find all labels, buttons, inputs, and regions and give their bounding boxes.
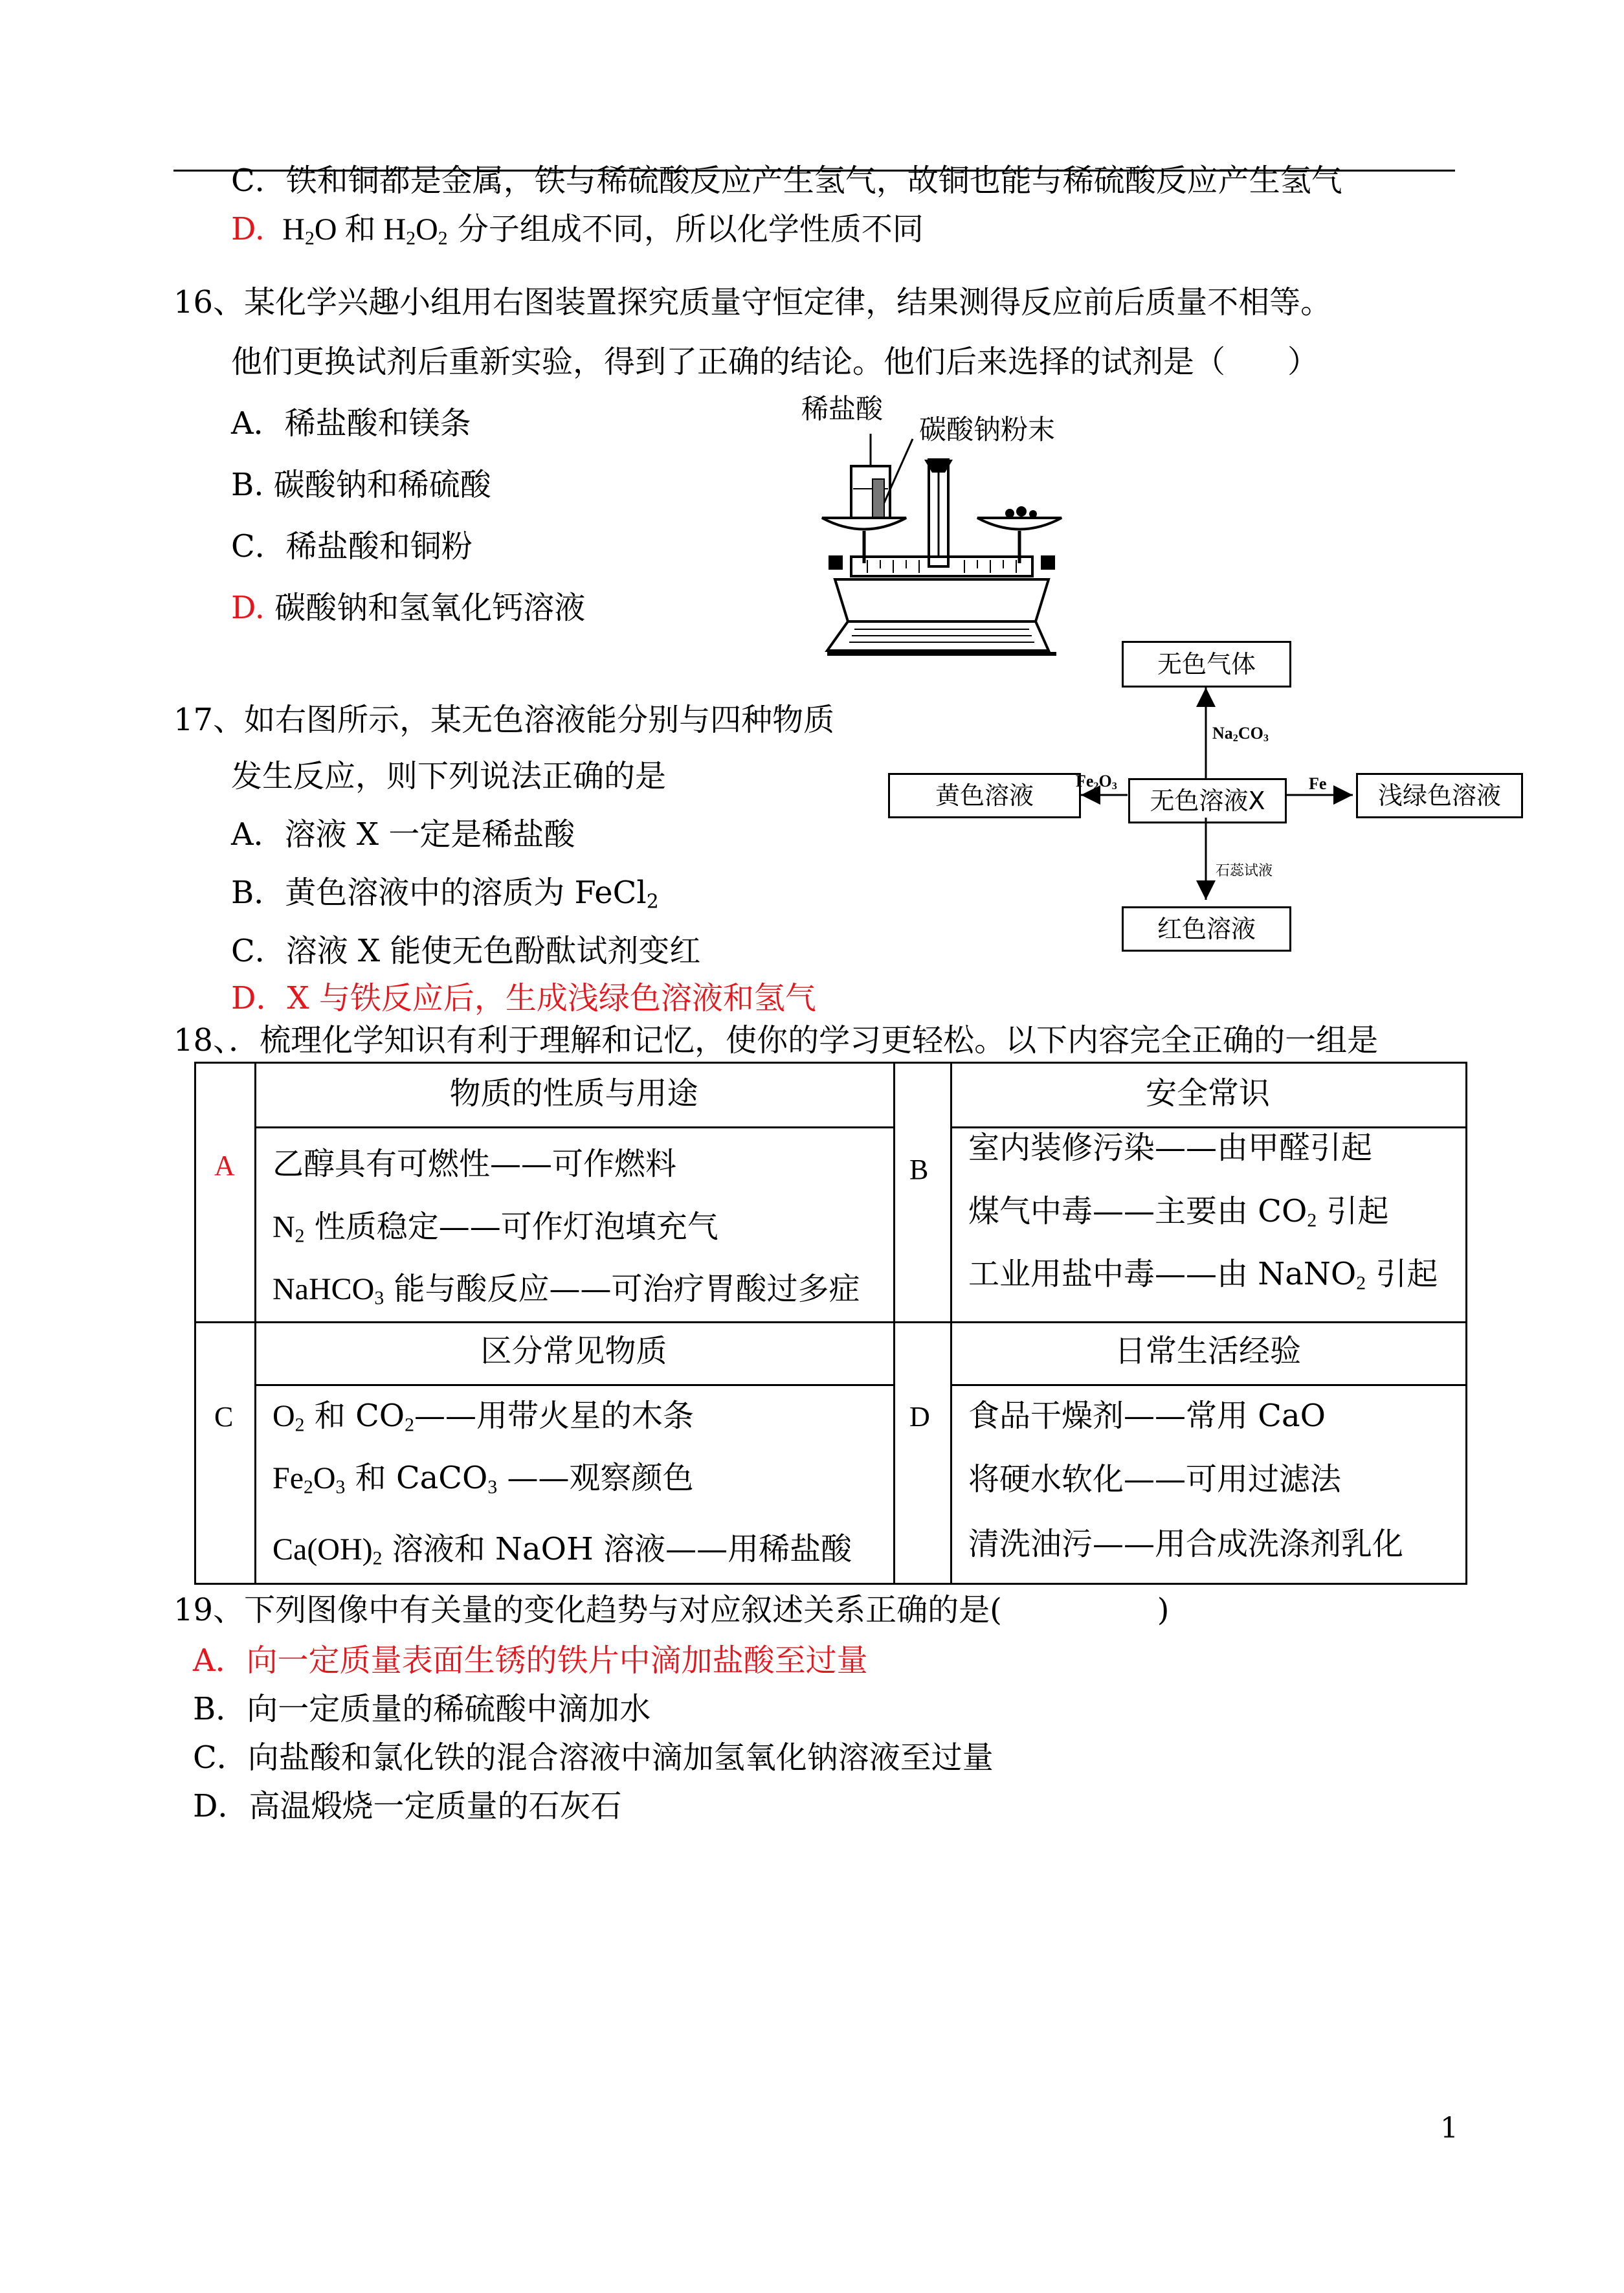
table-hline-c <box>254 1384 893 1386</box>
q19-option-c: C．向盐酸和氯化铁的混合溶液中滴加氢氧化钠溶液至过量 <box>193 1739 994 1776</box>
q18-a-line3: NaHCO$_3$ 能与酸反应——可治疗胃酸过多症 <box>273 1271 860 1309</box>
q16-option-a: A．稀盐酸和镁条 <box>231 405 471 442</box>
diagram-box-center: 无色溶液X <box>1128 778 1287 823</box>
q18-b-line2: 煤气中毒——主要由 $CO_2$ 引起 <box>968 1193 1389 1231</box>
arrow-label-down: 石蕊试液 <box>1216 863 1273 879</box>
q17-option-d: D．X 与铁反应后，生成浅绿色溶液和氢气 <box>231 980 816 1016</box>
q18-d-title: 日常生活经验 <box>1114 1333 1301 1369</box>
figure-label-acid: 稀盐酸 <box>801 393 884 425</box>
q18-stem: 18、．梳理化学知识有利于理解和记忆，使你的学习更轻松。以下内容完全正确的一组是 <box>173 1022 1379 1058</box>
q18-b-title: 安全常识 <box>1145 1075 1270 1112</box>
q16-stem-line2: 他们更换试剂后重新实验，得到了正确的结论。他们后来选择的试剂是（ ） <box>231 344 1319 380</box>
q18-b-line1: 室内装修污染——由甲醛引起 <box>968 1130 1373 1166</box>
q18-c-line3: $Ca(OH)_2$ 溶液和 NaOH 溶液——用稀盐酸 <box>273 1531 852 1569</box>
q18-a-title: 物质的性质与用途 <box>449 1075 698 1112</box>
table-vline-3 <box>950 1064 952 1583</box>
q15-option-d-text: $H_2O$ 和 $H_2O_2$ 分子组成不同，所以化学性质不同 <box>282 211 924 249</box>
q18-d-line3: 清洗油污——用合成洗涤剂乳化 <box>968 1526 1404 1562</box>
arrow-label-up: $Na_2CO_3$ <box>1212 724 1269 744</box>
q16-option-b: B. 碳酸钠和稀硫酸 <box>231 467 491 503</box>
q15-option-d-letter: D. <box>231 211 265 247</box>
diagram-box-right: 浅绿色溶液 <box>1356 773 1523 818</box>
q17-option-b: B．黄色溶液中的溶质为 FeCl$_2$ <box>231 875 659 913</box>
page-number: 1 <box>1440 2112 1458 2145</box>
q18-d-line2: 将硬水软化——可用过滤法 <box>968 1461 1342 1497</box>
q19-stem: 19、下列图像中有关量的变化趋势与对应叙述关系正确的是( ) <box>173 1592 1170 1628</box>
q16-option-d <box>231 587 585 629</box>
q18-letter-a: A <box>214 1150 235 1181</box>
table-hline-mid <box>196 1321 1465 1323</box>
q18-table <box>194 1062 1467 1585</box>
q19-option-a: A．向一定质量表面生锈的铁片中滴加盐酸至过量 <box>193 1642 868 1679</box>
figure-label-powder: 碳酸钠粉末 <box>919 414 1056 445</box>
arrow-label-left: $Fe_2O_3$ <box>1076 772 1117 792</box>
q18-letter-d: D <box>909 1401 930 1433</box>
q17-stem-line2: 发生反应，则下列说法正确的是 <box>231 758 667 794</box>
q16-option-c: C．稀盐酸和铜粉 <box>231 528 473 565</box>
q18-c-line2: $Fe_2O_3$ 和 CaCO$_3$ ——观察颜色 <box>273 1460 694 1498</box>
diagram-box-bottom: 红色溶液 <box>1122 906 1291 952</box>
q18-a-line1: 乙醇具有可燃性——可作燃料 <box>273 1146 677 1182</box>
diagram-box-top: 无色气体 <box>1122 641 1291 688</box>
balance-figure <box>816 427 1107 667</box>
table-hline-a <box>254 1126 893 1128</box>
arrow-label-right: Fe <box>1309 774 1327 793</box>
table-vline-1 <box>254 1064 256 1583</box>
q17-stem-line1: 17、如右图所示，某无色溶液能分别与四种物质 <box>173 702 835 738</box>
q18-c-title: 区分常见物质 <box>480 1333 667 1369</box>
q18-letter-b: B <box>909 1154 929 1185</box>
q18-d-line1: 食品干燥剂——常用 CaO <box>968 1398 1326 1434</box>
q15-option-c: C．铁和铜都是金属，铁与稀硫酸反应产生氢气，故铜也能与稀硫酸反应产生氢气 <box>231 162 1342 199</box>
q16-option-d-letter: D. <box>231 590 265 626</box>
q16-option-d-text: 碳酸钠和氢氧化钙溶液 <box>274 590 586 626</box>
q17-option-c: C．溶液 X 能使无色酚酞试剂变红 <box>231 933 701 969</box>
q15-option-d <box>231 208 924 251</box>
table-vline-2 <box>893 1064 895 1583</box>
q18-c-line1: $O_2$ 和 $CO_2——$用带火星的木条 <box>273 1398 695 1436</box>
q18-a-line2: $N_2$ 性质稳定——可作灯泡填充气 <box>273 1209 718 1247</box>
diagram-box-left: 黄色溶液 <box>888 773 1081 818</box>
q18-letter-c: C <box>214 1401 234 1433</box>
table-hline-d <box>950 1384 1465 1386</box>
q16-stem-line1: 16、某化学兴趣小组用右图装置探究质量守恒定律，结果测得反应前后质量不相等。 <box>173 284 1332 320</box>
q18-b-line3: 工业用盐中毒——由 NaNO$_2$ 引起 <box>968 1256 1438 1294</box>
q19-option-d: D．高温煅烧一定质量的石灰石 <box>193 1788 622 1824</box>
q19-option-b: B．向一定质量的稀硫酸中滴加水 <box>193 1691 651 1727</box>
q17-option-a: A．溶液 X 一定是稀盐酸 <box>231 816 575 853</box>
